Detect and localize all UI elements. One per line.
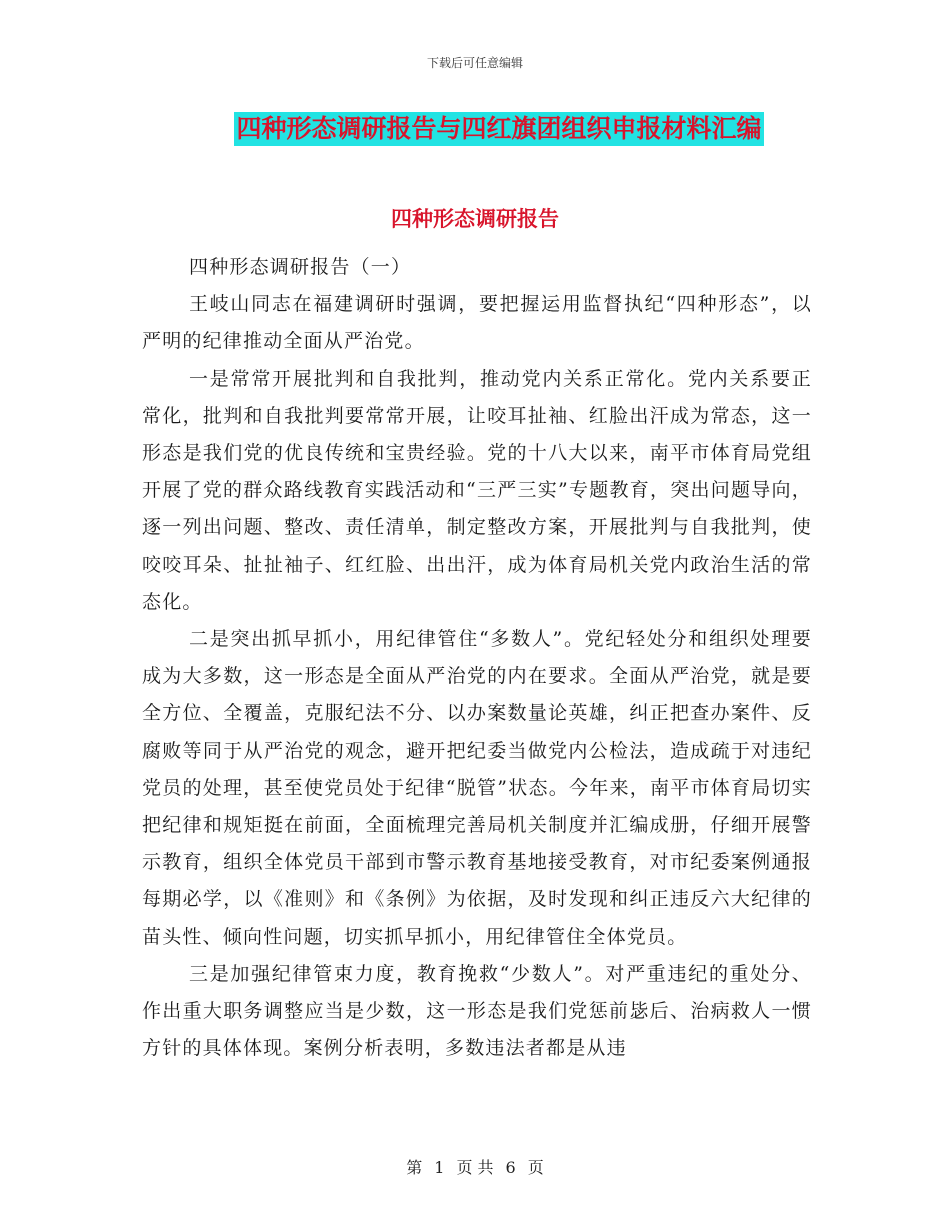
footer-suffix: 页 [527,1158,544,1177]
paragraph-point-one: 一是常常开展批判和自我批判，推动党内关系正常化。党内关系要正常化，批判和自我批判要常常开展，让咬耳扯袖、红脸出汗成为常态，这一形态是我们党的优良传统和宝贵经验。党的十八大以来，南平市体育局党组开展了党的群众路线教育实践活动和“三严三实”专题教育，突出问题导向，逐一列出问题、整改、责任清单，制定整改方案，开展批判与自我批判，使咬咬耳朵、扯扯袖子、红红脸、出出汗，成为体育局机关党内政治生活的常态化。 [142,367,812,613]
paragraph-point-three: 三是加强纪律管束力度，教育挽救“少数人”。对严重违纪的重处分、作出重大职务调整应当是少数，这一形态是我们党惩前毖后、治病救人一惯方针的具体体现。案例分析表明，多数违法者都是从违 [142,962,812,1060]
footer-page-number: 1 [434,1158,445,1177]
document-main-title [0,112,950,146]
section-title: 四种形态调研报告 [391,207,559,231]
page-footer [0,1155,950,1178]
footer-prefix: 第 [406,1158,423,1177]
paragraph-point-two: 二是突出抓早抓小，用纪律管住“多数人”。党纪轻处分和组织处理要成为大多数，这一形态是全面从严治党的内在要求。全面从严治党，就是要全方位、全覆盖，克服纪法不分、以办案数量论英雄，纠正把查办案件、反腐败等同于从严治党的观念，避开把纪委当做党内公检法，造成疏于对违纪党员的处理，甚至使党员处于纪律“脱管”状态。今年来，南平市体育局切实把纪律和规矩挺在前面，全面梳理完善局机关制度并汇编成册，仔细开展警示教育，组织全体党员干部到市警示教育基地接受教育，对市纪委案例通报每期必学，以《准则》和《条例》为依据，及时发现和纠正违反六大纪律的苗头性、倾向性问题，切实抓早抓小，用纪律管住全体党员。 [142,628,812,948]
paragraph-intro: 王岐山同志在福建调研时强调，要把握运用监督执纪“四种形态”，以严明的纪律推动全面从严治党。 [142,293,812,353]
header-note: 下载后可任意编辑 [426,56,523,70]
main-title-text: 四种形态调研报告与四红旗团组织申报材料汇编 [234,112,763,146]
paragraph-subtitle: 四种形态调研报告（一） [189,256,412,278]
footer-total-pages: 6 [505,1158,516,1177]
document-body [142,249,812,1067]
footer-middle: 页 共 [456,1158,494,1177]
